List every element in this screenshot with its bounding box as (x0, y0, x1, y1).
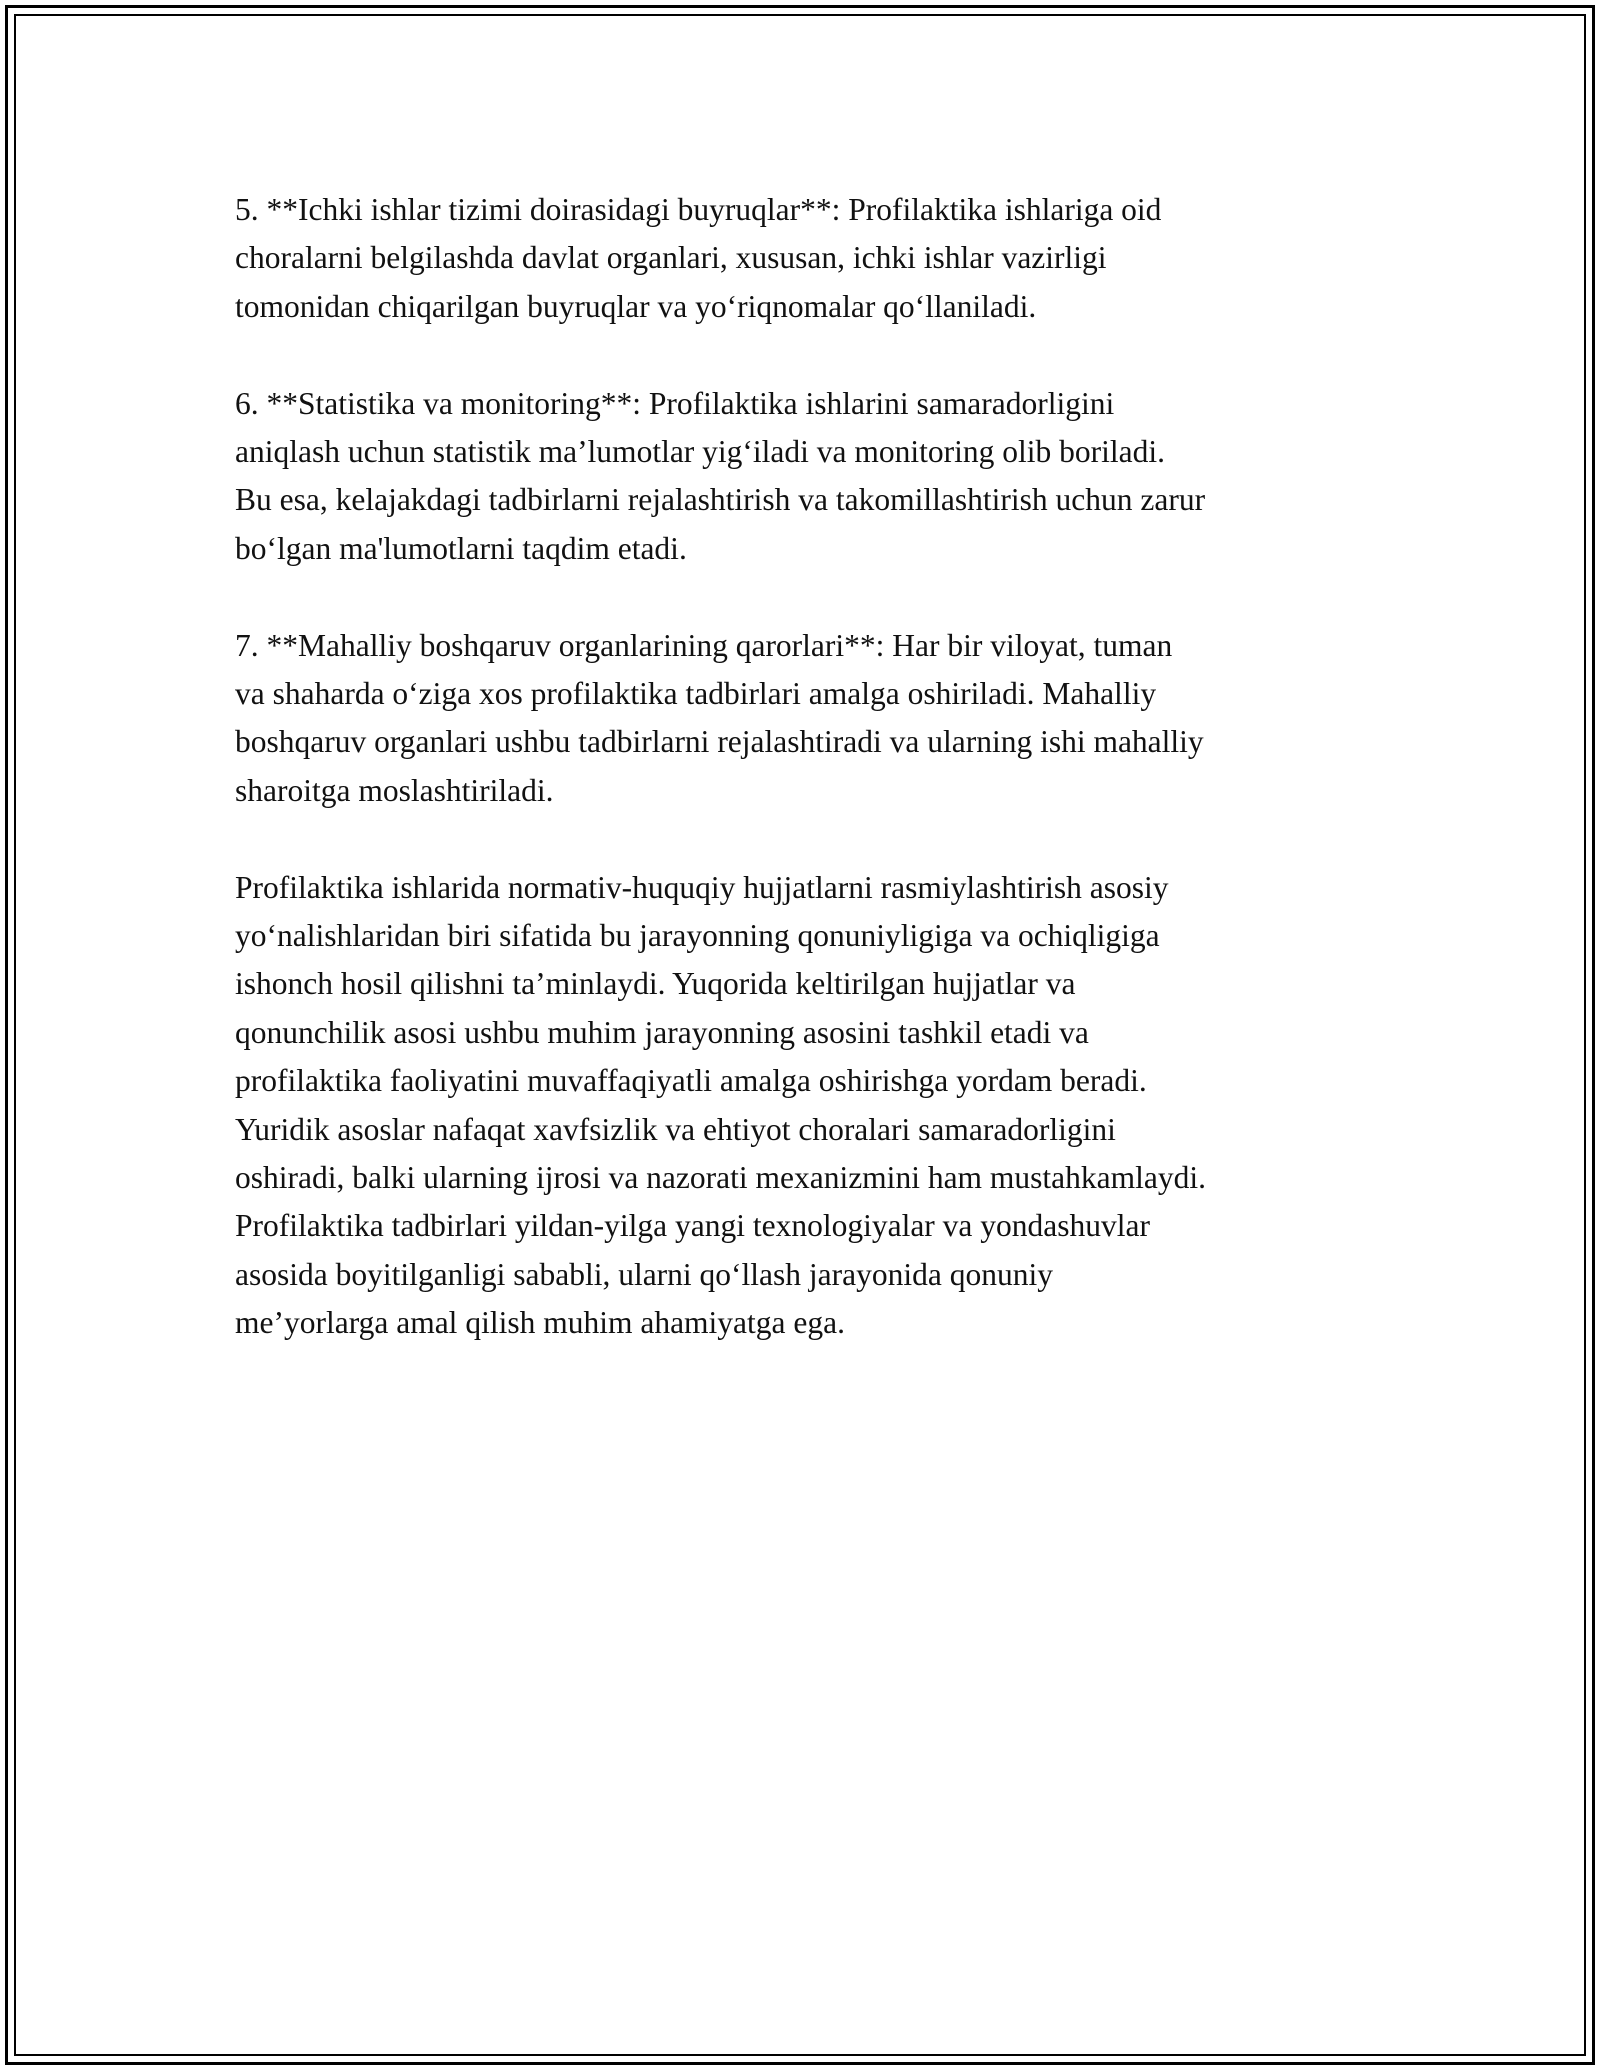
text-line: 5. **Ichki ishlar tizimi doirasidagi buyruqlar**: Profilaktika ishlariga oid (235, 192, 1162, 227)
document-body (235, 186, 1385, 1348)
paragraph-conclusion (235, 864, 1385, 1348)
text-line: oshiradi, balki ularning ijrosi va nazorati mexanizmini ham mustahkamlaydi. (235, 1160, 1207, 1196)
text-line: boshqaruv organlari ushbu tadbirlarni rejalashtiradi va ularning ishi mahalliy (235, 724, 1204, 760)
text-line: va shaharda o‘ziga xos profilaktika tadbirlari amalga oshiriladi. Mahalliy (235, 676, 1157, 712)
text-line: sharoitga moslashtiriladi. (235, 772, 554, 808)
text-line: bo‘lgan ma'lumotlarni taqdim etadi. (235, 530, 687, 566)
text-line: Yuridik asoslar nafaqat xavfsizlik va ehtiyot choralari samaradorligini (235, 1111, 1116, 1147)
text-line: 6. **Statistika va monitoring**: Profilaktika ishlarini samaradorligini (235, 385, 1115, 421)
text-line: choralarni belgilashda davlat organlari, xususan, ichki ishlar vazirligi (235, 240, 1107, 276)
text-line: Bu esa, kelajakdagi tadbirlarni rejalashtirish va takomillashtirish uchun zarur (235, 482, 1206, 518)
paragraph-item-7 (235, 622, 1385, 816)
text-line: ishonch hosil qilishni ta’minlaydi. Yuqorida keltirilgan hujjatlar va (235, 966, 1076, 1002)
text-line: asosida boyitilganligi sababli, ularni qo‘llash jarayonida qonuniy (235, 1256, 1053, 1292)
paragraph-item-5 (235, 186, 1385, 331)
text-line: 7. **Mahalliy boshqaruv organlarining qarorlari**: Har bir viloyat, tuman (235, 627, 1173, 663)
text-line: yo‘nalishlaridan biri sifatida bu jarayonning qonuniyligiga va ochiqligiga (235, 918, 1160, 954)
text-line: Profilaktika ishlarida normativ-huquqiy hujjatlarni rasmiylashtirish asosiy (235, 869, 1169, 905)
text-line: Profilaktika tadbirlari yildan-yilga yangi texnologiyalar va yondashuvlar (235, 1208, 1150, 1244)
text-line: aniqlash uchun statistik ma’lumotlar yig‘iladi va monitoring olib boriladi. (235, 434, 1165, 470)
text-line: profilaktika faoliyatini muvaffaqiyatli amalga oshirishga yordam beradi. (235, 1063, 1147, 1099)
text-line: qonunchilik asosi ushbu muhim jarayonning asosini tashkil etadi va (235, 1014, 1089, 1050)
paragraph-item-6 (235, 380, 1385, 574)
text-line: tomonidan chiqarilgan buyruqlar va yo‘riqnomalar qo‘llaniladi. (235, 288, 1037, 324)
text-line: me’yorlarga amal qilish muhim ahamiyatga ega. (235, 1305, 845, 1341)
